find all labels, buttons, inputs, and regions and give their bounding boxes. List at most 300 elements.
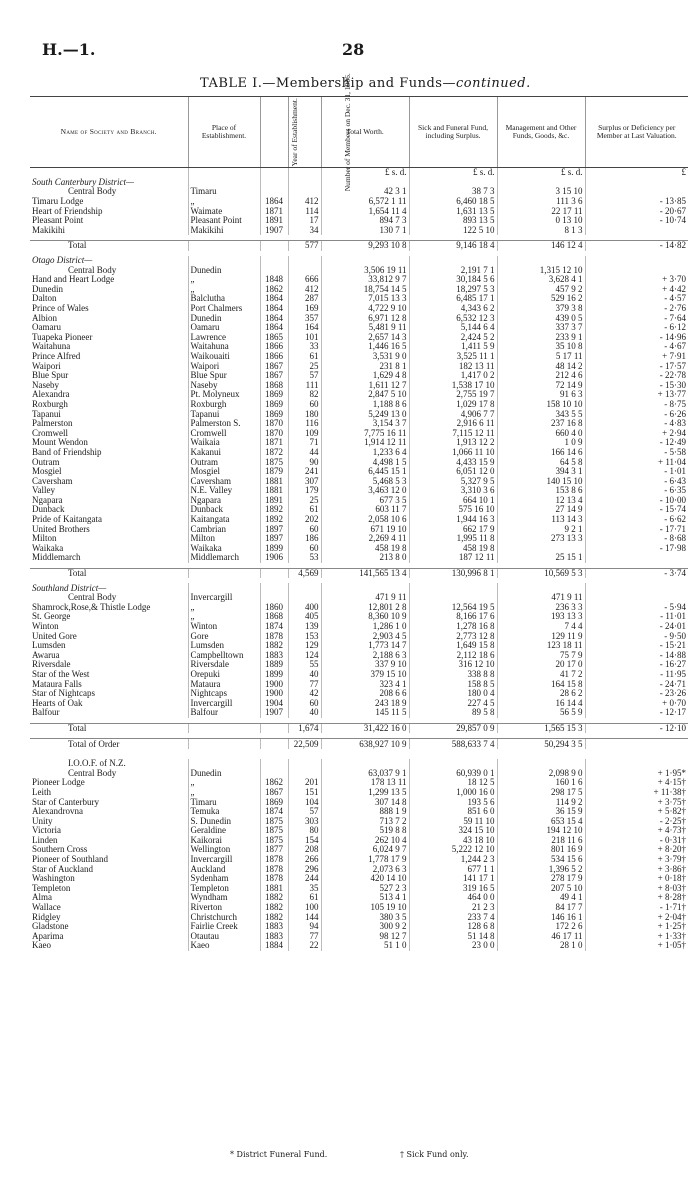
table-row xyxy=(30,371,688,381)
cell-place: Waikouaiti xyxy=(188,352,260,362)
table-row xyxy=(30,467,688,477)
cell-surplus: - 4·67 xyxy=(585,342,688,352)
cell-place xyxy=(188,723,260,733)
cell-members xyxy=(288,178,321,188)
cell-year: 1882 xyxy=(260,903,288,913)
cell-sick-fund: 588,633 7 4 xyxy=(409,739,497,749)
cell-place xyxy=(188,178,260,188)
table-title-main: TABLE I.—Membership and Funds— xyxy=(200,76,456,91)
cell-management: 48 14 2 xyxy=(497,361,585,371)
cell-sick-fund: 9,146 18 4 xyxy=(409,241,497,251)
cell-total-worth: 458 19 8 xyxy=(321,544,409,554)
cell-members: 60 xyxy=(288,698,321,708)
cell-total-worth: 42 3 1 xyxy=(321,187,409,197)
cell-year: 1892 xyxy=(260,505,288,515)
cell-sick-fund: 2,112 18 6 xyxy=(409,651,497,661)
table-row xyxy=(30,457,688,467)
cell-members: 179 xyxy=(288,486,321,496)
cell-total-worth: 5,249 13 0 xyxy=(321,409,409,419)
table-title xyxy=(200,76,531,91)
cell-place: „ xyxy=(188,603,260,613)
cell-year: 1891 xyxy=(260,216,288,226)
cell-management: 129 11 9 xyxy=(497,631,585,641)
cell-place xyxy=(188,241,260,251)
cell-surplus: - 9·50 xyxy=(585,631,688,641)
cell-members: 111 xyxy=(288,380,321,390)
table-row xyxy=(30,708,688,718)
cell-management: 1 0 9 xyxy=(497,438,585,448)
cell-place: Middlemarch xyxy=(188,553,260,563)
cell-total-worth: 3,531 9 0 xyxy=(321,352,409,362)
cell-name: Central Body xyxy=(68,265,117,275)
cell-sick-fund: 3,310 3 6 xyxy=(409,486,497,496)
cell-name: Mount Wendon xyxy=(32,438,88,448)
cell-place: Waikaia xyxy=(188,438,260,448)
cell-total-worth: 888 1 9 xyxy=(321,807,409,817)
cell-place: Waikaka xyxy=(188,544,260,554)
table-row xyxy=(30,698,688,708)
cell-surplus: + 3·86† xyxy=(585,864,688,874)
table-row xyxy=(30,836,688,846)
cell-surplus: - 0·31† xyxy=(585,836,688,846)
cell-sick-fund: 180 0 4 xyxy=(409,689,497,699)
col-header-management: Management and Other Funds, Goods, &c. xyxy=(497,97,585,168)
cell-total-worth xyxy=(321,759,409,769)
cell-place: Gore xyxy=(188,631,260,641)
cell-sick-fund: 130,996 8 1 xyxy=(409,568,497,578)
cell-total-worth: 337 9 10 xyxy=(321,660,409,670)
table-row xyxy=(30,187,688,197)
cell-sick-fund: 59 11 10 xyxy=(409,816,497,826)
cell-surplus xyxy=(585,226,688,236)
cell-surplus: - 22·78 xyxy=(585,371,688,381)
cell-sick-fund: 6,485 17 1 xyxy=(409,294,497,304)
cell-total-worth: 51 1 0 xyxy=(321,941,409,951)
cell-members: 40 xyxy=(288,708,321,718)
cell-management: 146 16 1 xyxy=(497,912,585,922)
table-row xyxy=(30,400,688,410)
cell-sick-fund: 6,532 12 3 xyxy=(409,313,497,323)
cell-place: Dunedin xyxy=(188,768,260,778)
cell-surplus: + 11·04 xyxy=(585,457,688,467)
cell-management: 49 4 1 xyxy=(497,893,585,903)
cell-surplus: - 14·82 xyxy=(585,241,688,251)
cell-place: Cromwell xyxy=(188,428,260,438)
footnote-star: * District Funeral Fund. xyxy=(230,1150,328,1159)
cell-year: 1881 xyxy=(260,884,288,894)
cell-name: Shamrock,Rose,& Thistle Lodge xyxy=(32,602,151,612)
cell-place: Pt. Molyneux xyxy=(188,390,260,400)
cell-members: 116 xyxy=(288,419,321,429)
cell-members: 144 xyxy=(288,912,321,922)
cell-sick-fund: 1,411 5 9 xyxy=(409,342,497,352)
cell-total-worth: 9,293 10 8 xyxy=(321,241,409,251)
cell-sick-fund: 2,424 5 2 xyxy=(409,333,497,343)
cell-management: 160 1 6 xyxy=(497,778,585,788)
cell-surplus: - 4·57 xyxy=(585,294,688,304)
cell-year: 1869 xyxy=(260,390,288,400)
cell-management: 140 15 10 xyxy=(497,476,585,486)
cell-sick-fund: 324 15 10 xyxy=(409,826,497,836)
cell-place: Campbelltown xyxy=(188,651,260,661)
cell-surplus: £ xyxy=(585,168,688,178)
cell-sick-fund: 1,538 17 10 xyxy=(409,380,497,390)
cell-members: 666 xyxy=(288,275,321,285)
cell-management: 439 0 5 xyxy=(497,313,585,323)
cell-members: 71 xyxy=(288,438,321,448)
cell-management: 28 1 0 xyxy=(497,941,585,951)
cell-total-worth: 8,360 10 9 xyxy=(321,612,409,622)
cell-place xyxy=(188,168,260,178)
cell-name: Ridgley xyxy=(32,912,61,922)
cell-members: 400 xyxy=(288,603,321,613)
cell-members: 60 xyxy=(288,544,321,554)
cell-name: United Brothers xyxy=(32,524,90,534)
cell-surplus: + 3·79† xyxy=(585,855,688,865)
cell-year: 1870 xyxy=(260,428,288,438)
cell-total-worth: 243 18 9 xyxy=(321,698,409,708)
cell-year xyxy=(260,241,288,251)
cell-year: 1862 xyxy=(260,285,288,295)
cell-sick-fund: 1,995 11 8 xyxy=(409,534,497,544)
cell-total-worth: 638,927 10 9 xyxy=(321,739,409,749)
cell-year: 1874 xyxy=(260,622,288,632)
cell-management: 123 18 11 xyxy=(497,641,585,651)
cell-place: Auckland xyxy=(188,864,260,874)
cell-place: Riversdale xyxy=(188,660,260,670)
cell-name: Unity xyxy=(32,816,53,826)
col-header-total-worth: Total Worth. xyxy=(321,97,409,168)
cell-year xyxy=(260,256,288,266)
cell-name: Hand and Heart Lodge xyxy=(32,274,115,285)
cell-management: 27 14 9 xyxy=(497,505,585,515)
cell-surplus: - 15·21 xyxy=(585,641,688,651)
cell-sick-fund: 51 14 8 xyxy=(409,932,497,942)
cell-place: Nightcaps xyxy=(188,689,260,699)
cell-total-worth: 7,015 13 3 xyxy=(321,294,409,304)
cell-place: Waipori xyxy=(188,361,260,371)
cell-sick-fund: 4,343 6 2 xyxy=(409,304,497,314)
cell-year: 1878 xyxy=(260,855,288,865)
cell-sick-fund: 18,297 5 3 xyxy=(409,285,497,295)
cell-place: „ xyxy=(188,778,260,788)
cell-sick-fund: 182 13 11 xyxy=(409,361,497,371)
cell-management: 8 1 3 xyxy=(497,226,585,236)
table-row xyxy=(30,486,688,496)
cell-management: 20 17 0 xyxy=(497,660,585,670)
cell-total-worth: 4,722 9 10 xyxy=(321,304,409,314)
cell-place: Ngapara xyxy=(188,496,260,506)
cell-total-worth: 231 8 1 xyxy=(321,361,409,371)
cell-sick-fund: 30,184 5 6 xyxy=(409,275,497,285)
cell-place: Milton xyxy=(188,534,260,544)
cell-year: 1899 xyxy=(260,670,288,680)
cell-year xyxy=(260,759,288,769)
cell-place: S. Dunedin xyxy=(188,816,260,826)
cell-place: Templeton xyxy=(188,884,260,894)
cell-surplus: - 8·68 xyxy=(585,534,688,544)
cell-total-worth xyxy=(321,583,409,593)
cell-place: Kaeo xyxy=(188,941,260,951)
cell-management: 471 9 11 xyxy=(497,593,585,603)
table-row xyxy=(30,788,688,798)
cell-sick-fund: 464 0 0 xyxy=(409,893,497,903)
cell-management: 337 3 7 xyxy=(497,323,585,333)
cell-management: 22 17 11 xyxy=(497,206,585,216)
cell-surplus: + 8·03† xyxy=(585,884,688,894)
units-row xyxy=(30,168,688,178)
cell-total-worth: 1,299 13 5 xyxy=(321,788,409,798)
cell-surplus: + 4·42 xyxy=(585,285,688,295)
cell-total-worth: 603 11 7 xyxy=(321,505,409,515)
cell-year: 1875 xyxy=(260,816,288,826)
cell-place: Wellington xyxy=(188,845,260,855)
table-row xyxy=(30,903,688,913)
cell-management: 212 4 6 xyxy=(497,371,585,381)
cell-place: Lumsden xyxy=(188,641,260,651)
cell-name: Balfour xyxy=(32,708,60,718)
cell-name: St. George xyxy=(32,612,71,622)
cell-place: Tapanui xyxy=(188,409,260,419)
cell-surplus: - 1·01 xyxy=(585,467,688,477)
cell-year: 1867 xyxy=(260,361,288,371)
cell-name: Ngapara xyxy=(32,495,63,505)
cell-name: Gladstone xyxy=(32,921,69,932)
cell-surplus: + 4·73† xyxy=(585,826,688,836)
cell-total-worth: 2,903 4 5 xyxy=(321,631,409,641)
cell-management xyxy=(497,544,585,554)
cell-management: 75 7 9 xyxy=(497,651,585,661)
cell-place xyxy=(188,568,260,578)
cell-year: 1897 xyxy=(260,534,288,544)
cell-place xyxy=(188,256,260,266)
cell-total-worth: 2,188 6 3 xyxy=(321,651,409,661)
cell-name: Riversdale xyxy=(32,660,71,670)
cell-members: 57 xyxy=(288,371,321,381)
cell-management: 1,315 12 10 xyxy=(497,265,585,275)
cell-total-worth: 3,463 12 0 xyxy=(321,486,409,496)
cell-total-worth: 323 4 1 xyxy=(321,679,409,689)
cell-name: Timaru Lodge xyxy=(32,196,84,207)
cell-surplus: - 14·96 xyxy=(585,333,688,343)
table-row xyxy=(30,807,688,817)
cell-year: 1868 xyxy=(260,612,288,622)
cell-surplus: - 6·12 xyxy=(585,323,688,333)
cell-place: Winton xyxy=(188,622,260,632)
cell-surplus: + 4·15† xyxy=(585,778,688,788)
cell-surplus xyxy=(585,739,688,749)
document-id: H.—1. xyxy=(42,40,96,59)
cell-surplus: - 15·74 xyxy=(585,505,688,515)
cell-year: 1875 xyxy=(260,836,288,846)
cell-management: 41 7 2 xyxy=(497,670,585,680)
table-row xyxy=(30,816,688,826)
cell-management: 207 5 10 xyxy=(497,884,585,894)
cell-surplus xyxy=(585,178,688,188)
cell-surplus: + 1·33† xyxy=(585,932,688,942)
cell-name: Kaeo xyxy=(32,941,51,951)
cell-surplus: + 11·38† xyxy=(585,788,688,798)
cell-name: Lumsden xyxy=(32,640,66,651)
cell-total-worth: 420 14 10 xyxy=(321,874,409,884)
cell-members xyxy=(288,265,321,275)
cell-management: 158 10 10 xyxy=(497,400,585,410)
cell-total-worth: 18,754 14 5 xyxy=(321,285,409,295)
cell-members: 17 xyxy=(288,216,321,226)
cell-place: Geraldine xyxy=(188,826,260,836)
cell-total-worth: 2,847 5 10 xyxy=(321,390,409,400)
cell-year: 1864 xyxy=(260,323,288,333)
cell-year: 1862 xyxy=(260,778,288,788)
cell-management: 394 3 1 xyxy=(497,467,585,477)
cell-surplus: - 13·85 xyxy=(585,197,688,207)
cell-total-worth: 98 12 7 xyxy=(321,932,409,942)
cell-total-worth: £ s. d. xyxy=(321,168,409,178)
cell-surplus xyxy=(585,553,688,563)
cell-surplus: - 8·75 xyxy=(585,400,688,410)
cell-total-worth: 513 4 1 xyxy=(321,893,409,903)
section-total-row xyxy=(30,241,688,251)
cell-management: 534 15 6 xyxy=(497,855,585,865)
cell-name: Alexandra xyxy=(32,390,70,400)
cell-year: 1864 xyxy=(260,313,288,323)
cell-management: 298 17 5 xyxy=(497,788,585,798)
cell-total-worth: 178 13 11 xyxy=(321,778,409,788)
cell-name: Alexandrovna xyxy=(32,806,83,817)
col-header-members: Number of Members on Dec. 31, 1906. xyxy=(288,97,321,168)
cell-management: 5 17 11 xyxy=(497,352,585,362)
cell-year: 1864 xyxy=(260,304,288,314)
cell-management: 146 12 4 xyxy=(497,241,585,251)
cell-sick-fund: 29,857 0 9 xyxy=(409,723,497,733)
cell-year: 1848 xyxy=(260,275,288,285)
cell-place: Wyndham xyxy=(188,893,260,903)
cell-sick-fund: 1,278 16 8 xyxy=(409,622,497,632)
cell-name: Leith xyxy=(32,787,51,797)
cell-surplus: + 1·05† xyxy=(585,941,688,951)
cell-management xyxy=(497,583,585,593)
cell-total-worth: 1,611 12 7 xyxy=(321,380,409,390)
cell-sick-fund: 5,327 9 5 xyxy=(409,476,497,486)
cell-place: Temuka xyxy=(188,807,260,817)
cell-name: Heart of Friendship xyxy=(32,206,103,216)
cell-sick-fund: 316 12 10 xyxy=(409,660,497,670)
cell-year: 1877 xyxy=(260,845,288,855)
cell-management: 1,396 5 2 xyxy=(497,864,585,874)
cell-total-worth: 7,775 16 11 xyxy=(321,428,409,438)
cell-place: Waimate xyxy=(188,206,260,216)
cell-members: 104 xyxy=(288,797,321,807)
table-row xyxy=(30,390,688,400)
cell-members: 94 xyxy=(288,922,321,932)
page-header xyxy=(0,0,700,70)
table-row xyxy=(30,670,688,680)
cell-name: I.O.O.F. of N.Z. xyxy=(68,758,126,769)
cell-place: „ xyxy=(188,285,260,295)
cell-total-worth: 31,422 16 0 xyxy=(321,723,409,733)
cell-name: Wallace xyxy=(32,902,61,913)
cell-members: 35 xyxy=(288,884,321,894)
cell-sick-fund: 187 12 11 xyxy=(409,553,497,563)
cell-surplus xyxy=(585,256,688,266)
cell-management: 12 13 4 xyxy=(497,496,585,506)
cell-name: Templeton xyxy=(32,883,71,893)
table-row xyxy=(30,797,688,807)
cell-place: Christchurch xyxy=(188,912,260,922)
cell-members: 53 xyxy=(288,553,321,563)
cell-management: 84 17 7 xyxy=(497,903,585,913)
table-row xyxy=(30,285,688,295)
cell-year: 1884 xyxy=(260,941,288,951)
cell-surplus: - 11·95 xyxy=(585,670,688,680)
table-row xyxy=(30,515,688,525)
cell-total-worth: 527 2 3 xyxy=(321,884,409,894)
table-row xyxy=(30,534,688,544)
cell-year: 1875 xyxy=(260,826,288,836)
cell-total-worth: 105 19 10 xyxy=(321,903,409,913)
cell-name: Linden xyxy=(32,835,58,845)
cell-surplus: - 6·43 xyxy=(585,476,688,486)
cell-members: 4,569 xyxy=(288,568,321,578)
cell-name: Winton xyxy=(32,621,59,632)
cell-sick-fund: 5,222 12 10 xyxy=(409,845,497,855)
cell-year: 1904 xyxy=(260,698,288,708)
cell-name: Blue Spur xyxy=(32,370,69,381)
cell-place: Oamaru xyxy=(188,323,260,333)
cell-year: 1864 xyxy=(260,197,288,207)
cell-place: „ xyxy=(188,197,260,207)
cell-year: 1900 xyxy=(260,689,288,699)
cell-place: Balfour xyxy=(188,708,260,718)
cell-year: 1882 xyxy=(260,912,288,922)
cell-surplus: - 24·01 xyxy=(585,622,688,632)
cell-name: Otago District— xyxy=(32,255,93,266)
cell-place: „ xyxy=(188,275,260,285)
cell-surplus: + 2·94 xyxy=(585,428,688,438)
cell-place: Cambrian xyxy=(188,524,260,534)
cell-management: 9 2 1 xyxy=(497,524,585,534)
cell-surplus: + 5·82† xyxy=(585,807,688,817)
cell-members: 40 xyxy=(288,670,321,680)
cell-surplus: + 1·95* xyxy=(585,768,688,778)
cell-year xyxy=(260,568,288,578)
table-row xyxy=(30,768,688,778)
table-row xyxy=(30,206,688,216)
table-row xyxy=(30,778,688,788)
cell-year: 1883 xyxy=(260,932,288,942)
cell-management: 35 10 8 xyxy=(497,342,585,352)
cell-members xyxy=(288,768,321,778)
cell-members: 100 xyxy=(288,903,321,913)
cell-management xyxy=(497,256,585,266)
cell-sick-fund: 1,944 16 3 xyxy=(409,515,497,525)
cell-place: Makikihi xyxy=(188,226,260,236)
cell-year xyxy=(260,187,288,197)
cell-surplus xyxy=(585,265,688,275)
cell-place: Kakanui xyxy=(188,448,260,458)
cell-place: Blue Spur xyxy=(188,371,260,381)
cell-members: 25 xyxy=(288,361,321,371)
cell-management: 46 17 11 xyxy=(497,932,585,942)
cell-surplus: - 5·58 xyxy=(585,448,688,458)
cell-members: 202 xyxy=(288,515,321,525)
cell-members: 101 xyxy=(288,333,321,343)
cell-name: Tuapeka Pioneer xyxy=(32,332,93,342)
table-row xyxy=(30,826,688,836)
cell-place: Mosgiel xyxy=(188,467,260,477)
cell-surplus: - 5·94 xyxy=(585,603,688,613)
table-title-continued: continued. xyxy=(455,76,531,91)
